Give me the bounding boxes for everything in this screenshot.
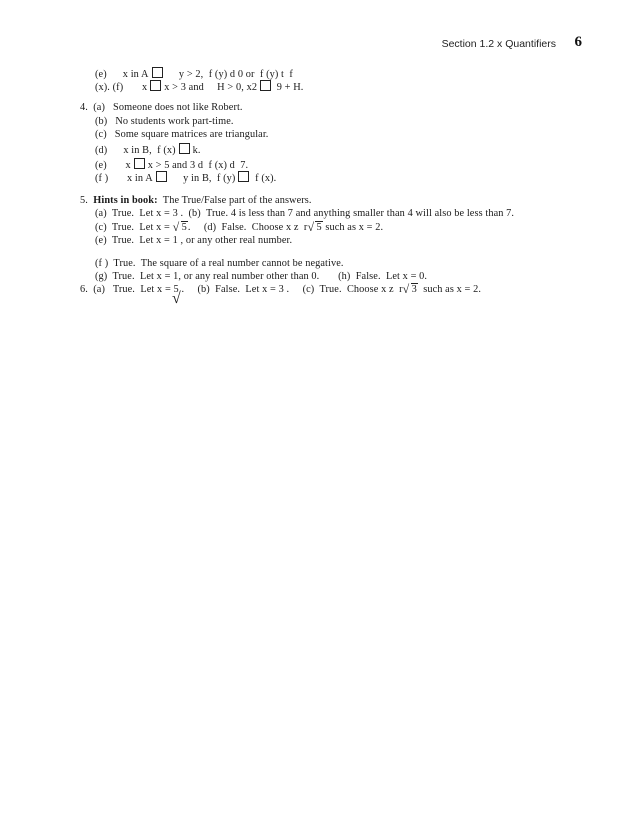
missing-glyph-box bbox=[179, 143, 190, 154]
line-text: (d) x in B, f (x) bbox=[95, 145, 176, 156]
line-text: y > 2, f (y) d 0 or f (y) t f bbox=[165, 69, 293, 80]
stray-radical-glyph: √ bbox=[172, 290, 181, 307]
line-text: 2 bbox=[251, 82, 258, 93]
line-text: (f ) x in A bbox=[95, 173, 153, 184]
line-text: 5. bbox=[80, 195, 94, 206]
line-text: such as x = 2. bbox=[322, 222, 384, 233]
page-number: 6 bbox=[574, 34, 582, 50]
line-text: y in B, f (y) bbox=[169, 173, 236, 184]
page-header bbox=[0, 34, 638, 53]
answer-line bbox=[95, 116, 234, 128]
line-text: (e) x bbox=[95, 160, 131, 171]
line-text: (x). (f) x bbox=[95, 82, 148, 93]
answer-line bbox=[95, 171, 276, 185]
answer-line bbox=[95, 258, 344, 270]
bold-label: Hints in book: bbox=[93, 195, 158, 206]
line-text: 6. (a) True. Let x = 5 . (b) False. Let x = 3 . (c) True. Choose x z r bbox=[80, 284, 403, 295]
answer-line bbox=[95, 235, 292, 247]
line-text: 4. (a) Someone does not like Robert. bbox=[80, 102, 243, 113]
answer-line bbox=[95, 158, 248, 172]
missing-glyph-box bbox=[152, 67, 163, 78]
line-text: k. bbox=[192, 145, 201, 156]
line-text: (b) No students work part-time. bbox=[95, 116, 234, 127]
radicand: 5 bbox=[181, 222, 187, 233]
line-text: (c) True. Let x = bbox=[95, 222, 173, 233]
answer-line bbox=[95, 208, 514, 220]
line-text: (a) True. Let x = 3 . (b) True. 4 is less than 7 and anything smaller than 4 will also be less than 7. bbox=[95, 208, 515, 219]
line-text: . (d) False. Choose x z r bbox=[187, 222, 308, 233]
line-text: (f ) True. The square of a real number cannot be negative. bbox=[95, 258, 344, 269]
answer-line bbox=[80, 284, 481, 296]
answer-line bbox=[95, 222, 383, 234]
line-text: f (x). bbox=[252, 173, 277, 184]
line-text: (g) True. Let x = 1, or any real number other than 0. (h) False. Let x = 0. bbox=[95, 271, 428, 282]
square-root bbox=[403, 284, 418, 296]
missing-glyph-box bbox=[150, 80, 161, 91]
line-text: x in A bbox=[122, 69, 149, 80]
answer-line bbox=[80, 102, 243, 114]
missing-glyph-box bbox=[260, 80, 271, 91]
answer-line bbox=[95, 67, 293, 81]
answer-line bbox=[95, 129, 268, 141]
square-root bbox=[173, 222, 188, 234]
answer-line bbox=[80, 195, 312, 207]
section-title: Section 1.2 x Quantifiers bbox=[441, 38, 556, 50]
radicand: 5 bbox=[316, 222, 322, 233]
line-text: (e) bbox=[95, 69, 123, 80]
missing-glyph-box bbox=[134, 158, 145, 169]
line-text: (c) Some square matrices are triangular. bbox=[95, 129, 269, 140]
line-text: x > 3 and H > 0, x bbox=[164, 82, 252, 93]
line-text: 9 + H. bbox=[274, 82, 304, 93]
answer-line bbox=[95, 271, 427, 283]
answer-line bbox=[95, 80, 303, 94]
square-root bbox=[307, 222, 322, 234]
line-text: such as x = 2. bbox=[417, 284, 482, 295]
line-text: x > 5 and 3 d f (x) d 7. bbox=[147, 160, 249, 171]
line-text: The True/False part of the answers. bbox=[157, 195, 312, 206]
line-text: (e) True. Let x = 1 , or any other real number. bbox=[95, 235, 293, 246]
radicand: 3 bbox=[411, 284, 417, 295]
answer-line bbox=[95, 143, 201, 157]
missing-glyph-box bbox=[156, 171, 167, 182]
missing-glyph-box bbox=[238, 171, 249, 182]
